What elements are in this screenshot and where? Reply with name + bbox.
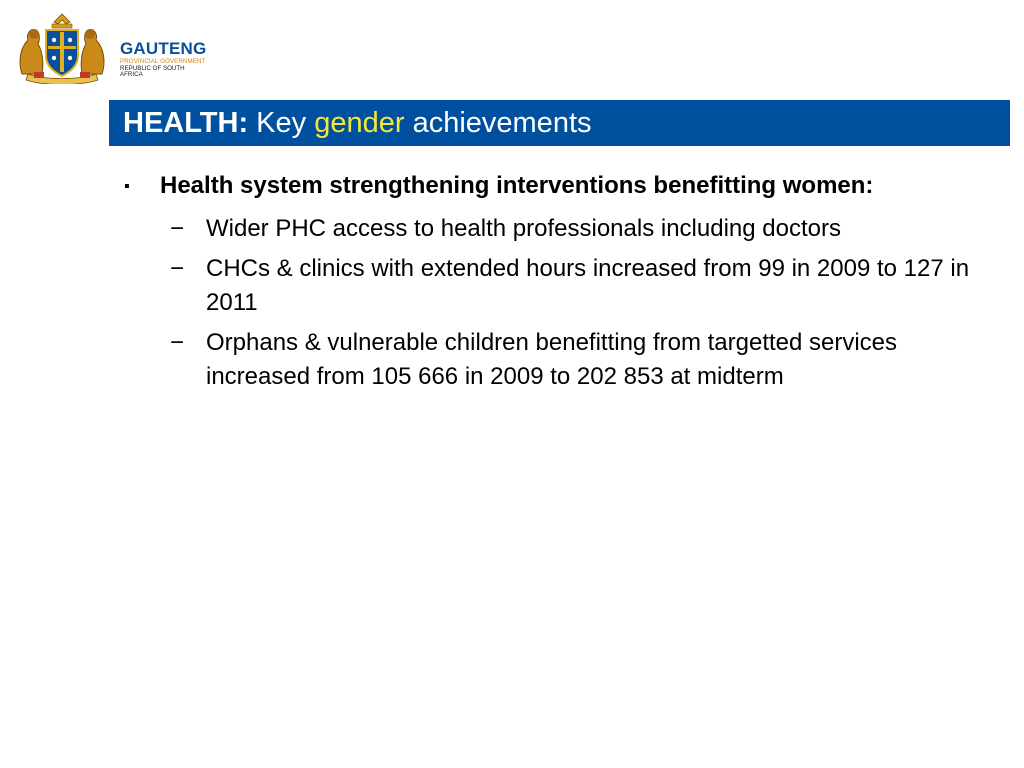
sub-bullet-text: Wider PHC access to health professionals including doctors — [206, 215, 841, 242]
title-highlight: gender — [314, 106, 405, 139]
title-rest: achievements — [404, 106, 592, 139]
sub-bullet-list — [170, 212, 974, 394]
sub-bullet-text: CHCs & clinics with extended hours increased from 99 in 2009 to 127 in 2011 — [206, 255, 970, 316]
title-bar — [109, 100, 1010, 146]
square-bullet-icon: ▪ — [124, 178, 130, 195]
gauteng-logo — [14, 12, 207, 84]
dash-bullet-icon: − — [170, 329, 185, 356]
coat-of-arms-icon — [14, 12, 110, 84]
bullet-text: Health system strengthening interventions benefitting women: — [160, 172, 874, 199]
title-topic: HEALTH: — [123, 106, 249, 139]
logo-subtitle: PROVINCIAL GOVERNMENT — [120, 58, 206, 65]
sub-bullet-item — [170, 212, 974, 246]
title-key: Key — [248, 106, 315, 139]
logo-country: REPUBLIC OF SOUTH AFRICA — [120, 65, 185, 79]
logo-brand: GAUTENG — [120, 39, 207, 58]
dash-bullet-icon: − — [170, 215, 185, 242]
logo-wordmark — [120, 40, 206, 79]
bullet-item — [124, 170, 974, 204]
sub-bullet-item — [170, 326, 974, 394]
slide-content — [124, 170, 974, 400]
sub-bullet-item — [170, 252, 974, 320]
dash-bullet-icon: − — [170, 255, 185, 282]
slide-title — [123, 107, 592, 140]
sub-bullet-text: Orphans & vulnerable children benefitting from targetted services increased from 105 666 in 2009 to 202 853 at midterm — [206, 329, 898, 390]
